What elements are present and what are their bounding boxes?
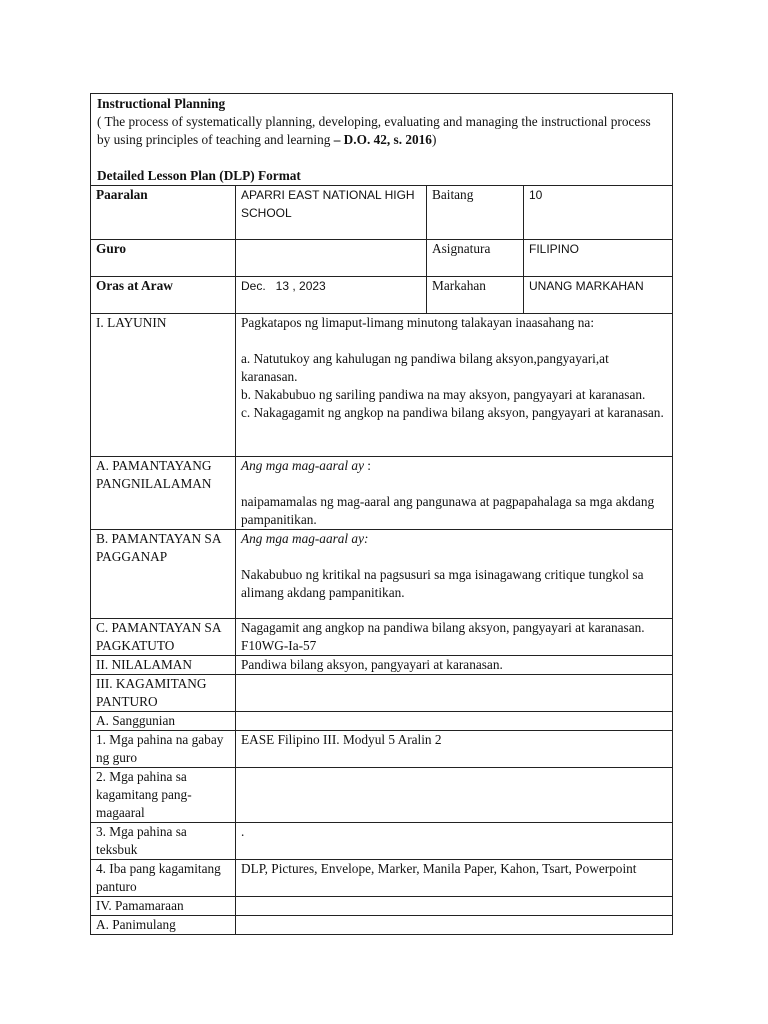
sanggunian-body (236, 712, 673, 731)
panimulang-label: A. Panimulang (91, 916, 236, 935)
header-cell (91, 94, 673, 186)
header-row (91, 94, 673, 186)
description-text: ( The process of systematically planning, developing, evaluating and managing the instructional process by using principles of teaching and learning (97, 114, 651, 147)
layunin-label: I. LAYUNIN (91, 314, 236, 457)
asignatura-value: FILIPINO (524, 240, 673, 277)
nilalaman-body: Pandiwa bilang aksyon, pangyayari at karanasan. (236, 656, 673, 675)
pamantayan-pagganap-row (91, 530, 673, 619)
gabay-guro-body: EASE Filipino III. Modyul 5 Aralin 2 (236, 731, 673, 768)
oras-label: Oras at Araw (91, 277, 236, 314)
pamantayan-pagganap-content (236, 530, 673, 619)
info-row-guro (91, 240, 673, 277)
layunin-intro: Pagkatapos ng limaput-limang minutong talakayan inaasahang na: (241, 315, 595, 330)
markahan-value: UNANG MARKAHAN (524, 277, 673, 314)
description-reference: – D.O. 42, s. 2016 (333, 132, 432, 147)
format-title: Detailed Lesson Plan (DLP) Format (97, 168, 301, 183)
layunin-item-b: b. Nakabubuo ng sariling pandiwa na may aksyon, pangyayari at karanasan. (241, 387, 646, 402)
description-suffix: ) (431, 132, 437, 147)
lesson-plan-document (90, 93, 672, 935)
info-row-paaralan (91, 186, 673, 240)
pagganap-body: Nakabubuo ng kritikal na pagsusuri sa mga isinagawang critique tungkol sa alimang akdang pampanitikan. (241, 567, 644, 600)
teksbuk-row (91, 823, 673, 860)
nilalaman-label: II. NILALAMAN (91, 656, 236, 675)
document-title: Instructional Planning (97, 96, 226, 111)
kagamitang-panturo-body (236, 675, 673, 712)
layunin-item-c: c. Nakagagamit ng angkop na pandiwa bilang aksyon, pangyayari at karanasan. (241, 405, 664, 420)
teksbuk-body: . (236, 823, 673, 860)
baitang-value: 10 (524, 186, 673, 240)
lesson-plan-table (90, 93, 673, 935)
pamamaraan-row (91, 897, 673, 916)
sanggunian-row (91, 712, 673, 731)
teksbuk-label: 3. Mga pahina sa teksbuk (91, 823, 236, 860)
pamamaraan-body (236, 897, 673, 916)
pamantayan-pagganap-label: B. PAMANTAYAN SA PAGGANAP (91, 530, 236, 619)
nilalaman-row (91, 656, 673, 675)
kagamitang-panturo-row (91, 675, 673, 712)
kagamitang-panturo-label: III. KAGAMITANG PANTURO (91, 675, 236, 712)
panimulang-row (91, 916, 673, 935)
pangnilalaman-lead (241, 457, 667, 475)
kagamitang-mag-aaral-label: 2. Mga pahina sa kagamitang pang-magaaral (91, 768, 236, 823)
iba-pang-kagamitan-label: 4. Iba pang kagamitang panturo (91, 860, 236, 897)
guro-label: Guro (91, 240, 236, 277)
layunin-item-a: a. Natutukoy ang kahulugan ng pandiwa bilang aksyon,pangyayari,at karanasan. (241, 351, 609, 384)
sanggunian-label: A. Sanggunian (91, 712, 236, 731)
pamantayan-pagkatuto-body: Nagagamit ang angkop na pandiwa bilang aksyon, pangyayari at karanasan. F10WG-Ia-57 (236, 619, 673, 656)
paaralan-value: APARRI EAST NATIONAL HIGH SCHOOL (236, 186, 427, 240)
pagganap-lead: Ang mga mag-aaral ay: (241, 531, 369, 546)
guro-value (236, 240, 427, 277)
markahan-label: Markahan (427, 277, 524, 314)
info-row-oras (91, 277, 673, 314)
document-description (97, 113, 666, 149)
layunin-content (236, 314, 673, 457)
iba-pang-kagamitan-body: DLP, Pictures, Envelope, Marker, Manila Paper, Kahon, Tsart, Powerpoint (236, 860, 673, 897)
pamantayan-pagkatuto-label: C. PAMANTAYAN SA PAGKATUTO (91, 619, 236, 656)
kagamitang-mag-aaral-row (91, 768, 673, 823)
paaralan-label: Paaralan (91, 186, 236, 240)
baitang-label: Baitang (427, 186, 524, 240)
pamantayan-pagkatuto-row (91, 619, 673, 656)
pangnilalaman-lead-suffix: : (363, 458, 372, 473)
iba-pang-kagamitan-row (91, 860, 673, 897)
panimulang-body (236, 916, 673, 935)
pamantayang-pangnilalaman-content (236, 457, 673, 530)
pangnilalaman-body: naipamamalas ng mag-aaral ang pangunawa at pagpapahalaga sa mga akdang pampanitikan. (241, 494, 655, 527)
pangnilalaman-lead-text: Ang mga mag-aaral ay (241, 458, 364, 473)
asignatura-label: Asignatura (427, 240, 524, 277)
oras-value: Dec. 13 , 2023 (236, 277, 427, 314)
pamantayang-pangnilalaman-label: A. PAMANTAYANG PANGNILALAMAN (91, 457, 236, 530)
gabay-guro-label: 1. Mga pahina na gabay ng guro (91, 731, 236, 768)
layunin-row (91, 314, 673, 457)
pamamaraan-label: IV. Pamamaraan (91, 897, 236, 916)
pamantayang-pangnilalaman-row (91, 457, 673, 530)
gabay-guro-row (91, 731, 673, 768)
kagamitang-mag-aaral-body (236, 768, 673, 823)
